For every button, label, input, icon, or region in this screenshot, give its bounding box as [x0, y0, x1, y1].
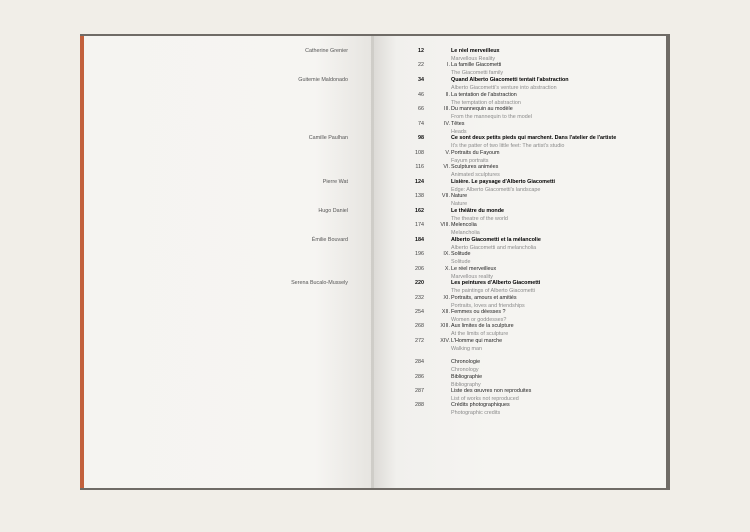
toc-page-number: 34 [418, 77, 424, 83]
toc-author: Pierre Wat [322, 179, 348, 185]
toc-subtitle: It's the patter of two little feet: The artist's studio [451, 142, 565, 149]
toc-subtitle: Edge: Alberto Giacometti's landscape [451, 186, 541, 193]
toc-chapter-numeral: I. [447, 62, 450, 68]
toc-page-number: 138 [415, 193, 424, 199]
toc-author: Serena Bucalo-Mussely [291, 280, 348, 286]
toc-title: Sculptures animées [451, 164, 499, 170]
toc-page-number: 174 [415, 222, 424, 228]
toc-chapter-numeral: XII. [441, 309, 450, 315]
book-gutter [371, 36, 374, 488]
toc-title: L'Homme qui marche [451, 338, 503, 344]
toc-subtitle: Marvellous reality [451, 273, 493, 280]
toc-page-number: 22 [418, 62, 424, 68]
toc-title: Aux limites de la sculpture [451, 323, 514, 329]
toc-chapter-numeral: XIV. [440, 338, 450, 344]
toc-chapter-numeral: III. [444, 106, 450, 112]
toc-chapter-numeral: XIII. [440, 323, 450, 329]
toc-subtitle: List of works not reproduced [451, 395, 519, 402]
toc-author: Catherine Grenier [305, 48, 348, 54]
toc-page-number: 272 [415, 338, 424, 344]
toc-title: Le réel merveilleux [451, 48, 500, 54]
toc-subtitle: Animated sculptures [451, 171, 500, 178]
toc-chapter-numeral: XI. [443, 295, 450, 301]
toc-title: Melencolia [451, 222, 477, 228]
toc-page-number: 196 [415, 251, 424, 257]
toc-title: Chronologie [451, 359, 481, 365]
toc-subtitle: Marvellous Reality [451, 55, 496, 62]
toc-subtitle: Solitude [451, 258, 471, 265]
toc-page-number: 206 [415, 266, 424, 272]
toc-page-number: 74 [418, 121, 424, 127]
toc-title: Le théâtre du monde [451, 208, 505, 214]
toc-page-number: 124 [415, 179, 424, 185]
toc-title: Liste des œuvres non reproduites [451, 388, 532, 394]
toc-chapter-numeral: IV. [443, 121, 450, 127]
toc-title: Portraits, amours et amitiés [451, 295, 517, 301]
toc-author: Émilie Bouvard [311, 237, 348, 243]
toc-title: Ce sont deux petits pieds qui marchent. Dans l'atelier de l'artiste [451, 135, 617, 141]
toc-title: La tentation de l'abstraction [451, 92, 517, 98]
toc-page-number: 288 [415, 402, 424, 408]
toc-title: Le réel merveilleux [451, 266, 497, 272]
toc-page-number: 184 [415, 237, 424, 243]
toc-title: Quand Alberto Giacometti tentait l'abstraction [451, 77, 569, 83]
toc-chapter-numeral: II. [445, 92, 450, 98]
left-page [84, 36, 373, 488]
toc-title: Femmes ou déesses ? [451, 309, 506, 315]
toc-title: Portraits du Fayoum [451, 150, 500, 156]
toc-page-number: 268 [415, 323, 424, 329]
toc-subtitle: Portraits, loves and friendships [451, 302, 525, 309]
toc-page-number: 287 [415, 388, 424, 394]
toc-chapter-numeral: VIII. [440, 222, 450, 228]
toc-subtitle: Melancholia [451, 229, 480, 236]
toc-chapter-numeral: X. [444, 266, 450, 272]
toc-title: Du mannequin au modèle [451, 106, 513, 112]
toc-subtitle: Alberto Giacometti and melancholia [451, 244, 537, 251]
toc-title: Crédits photographiques [451, 402, 510, 408]
toc-chapter-numeral: VII. [441, 193, 450, 199]
toc-author: Guitemie Maldonado [298, 77, 348, 83]
toc-subtitle: From the mannequin to the model [451, 113, 532, 120]
toc-subtitle: Nature [451, 200, 468, 207]
toc-subtitle: Alberto Giacometti's venture into abstraction [451, 84, 557, 91]
toc-page-number: 98 [418, 135, 424, 141]
toc-page-number: 232 [415, 295, 424, 301]
toc-subtitle: The temptation of abstraction [451, 99, 521, 106]
toc-subtitle: Photographic credits [451, 409, 501, 416]
toc-subtitle: Chronology [451, 366, 479, 373]
toc-chapter-numeral: VI. [443, 164, 450, 170]
toc-page-number: 108 [415, 150, 424, 156]
toc-page-number: 162 [415, 208, 424, 214]
toc-page-number: 116 [415, 164, 424, 170]
toc-title: La famille Giacometti [451, 62, 502, 68]
toc-page-number: 12 [418, 48, 424, 54]
toc-subtitle: Women or goddesses? [451, 316, 507, 323]
toc-subtitle: Bibliography [451, 381, 481, 388]
toc-chapter-numeral: IX. [443, 251, 450, 257]
toc-title: Bibliographie [451, 374, 483, 380]
toc-title: Les peintures d'Alberto Giacometti [451, 280, 541, 286]
toc-title: Solitude [451, 251, 471, 257]
toc-subtitle: The paintings of Alberto Giacometti [451, 287, 535, 294]
toc-page-number: 286 [415, 374, 424, 380]
toc-subtitle: Fayum portraits [451, 157, 489, 164]
toc-subtitle: Heads [451, 128, 467, 135]
toc-title: Nature [451, 193, 468, 199]
toc-subtitle: The theatre of the world [451, 215, 508, 222]
toc-chapter-numeral: V. [445, 150, 450, 156]
toc-page-number: 220 [415, 280, 424, 286]
toc-author: Camille Paulhan [308, 135, 348, 141]
toc-subtitle: Walking man [451, 345, 482, 352]
toc-title: Têtes [451, 121, 465, 127]
toc-page-number: 66 [418, 106, 424, 112]
toc-page-number: 284 [415, 359, 424, 365]
toc-subtitle: At the limits of sculpture [451, 330, 509, 337]
toc-page-number: 254 [415, 309, 424, 315]
toc-title: Lisière. Le paysage d'Alberto Giacometti [451, 179, 556, 185]
toc-subtitle: The Giacometti family [451, 69, 504, 76]
toc-author: Hugo Daniel [318, 208, 348, 214]
toc-title: Alberto Giacometti et la mélancolie [451, 237, 541, 243]
toc-page-number: 46 [418, 92, 424, 98]
